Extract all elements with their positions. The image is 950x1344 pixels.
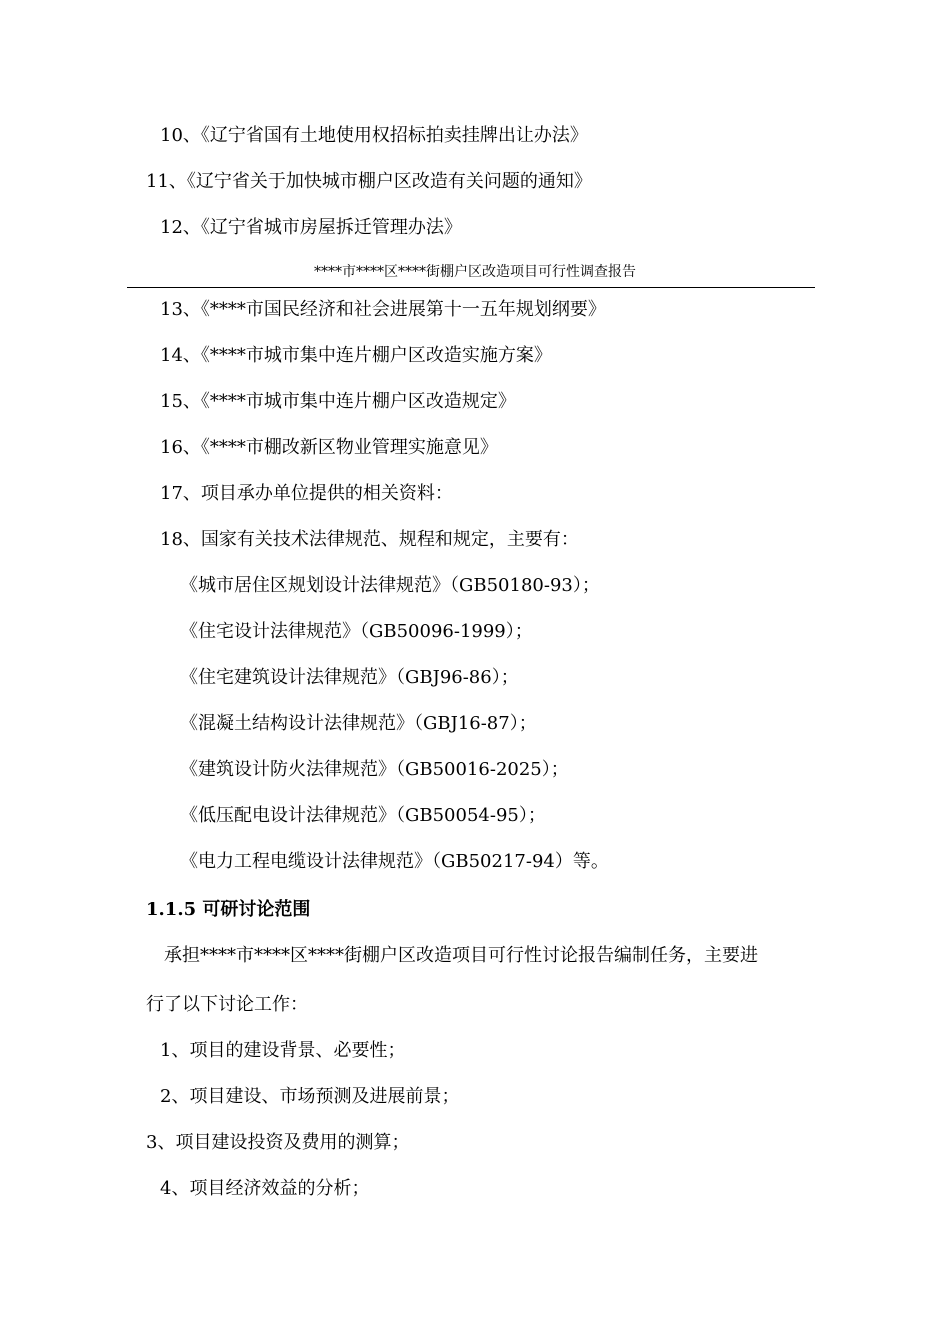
reference-item-10: 10、《辽宁省国有土地使用权招标拍卖挂牌出让办法》 xyxy=(160,125,588,146)
paragraph-line: 行了以下讨论工作： xyxy=(146,994,308,1015)
standard-item: 《低压配电设计法律规范》（GB50054-95）； xyxy=(180,805,546,826)
reference-item-17: 17、项目承办单位提供的相关资料： xyxy=(160,483,453,504)
standard-item: 《建筑设计防火法律规范》（GB50016-2025）； xyxy=(180,759,569,780)
standard-item: 《混凝土结构设计法律规范》（GBJ16-87）； xyxy=(180,713,537,734)
standard-item: 《住宅建筑设计法律规范》（GBJ96-86）； xyxy=(180,667,519,688)
section-heading: 1.1.5 可研讨论范围 xyxy=(146,899,311,920)
scope-item-2: 2、项目建设、市场预测及进展前景； xyxy=(160,1086,460,1107)
reference-item-13: 13、《****市国民经济和社会进展第十一五年规划纲要》 xyxy=(160,299,606,320)
reference-item-12: 12、《辽宁省城市房屋拆迁管理办法》 xyxy=(160,217,462,238)
standard-item: 《电力工程电缆设计法律规范》（GB50217-94）等。 xyxy=(180,851,609,872)
reference-item-18: 18、国家有关技术法律规范、规程和规定，主要有： xyxy=(160,529,579,550)
reference-item-11: 11、《辽宁省关于加快城市棚户区改造有关问题的通知》 xyxy=(146,171,592,192)
paragraph-line: 承担****市****区****街棚户区改造项目可行性讨论报告编制任务，主要进 xyxy=(164,945,758,966)
page-header-title: ****市****区****街棚户区改造项目可行性调查报告 xyxy=(314,264,636,280)
scope-item-3: 3、项目建设投资及费用的测算； xyxy=(146,1132,410,1153)
standard-item: 《城市居住区规划设计法律规范》（GB50180-93）； xyxy=(180,575,600,596)
header-divider xyxy=(127,287,815,288)
reference-item-15: 15、《****市城市集中连片棚户区改造规定》 xyxy=(160,391,516,412)
scope-item-1: 1、项目的建设背景、必要性； xyxy=(160,1040,406,1061)
scope-item-4: 4、项目经济效益的分析； xyxy=(160,1178,370,1199)
reference-item-16: 16、《****市棚改新区物业管理实施意见》 xyxy=(160,437,498,458)
standard-item: 《住宅设计法律规范》（GB50096-1999）； xyxy=(180,621,533,642)
reference-item-14: 14、《****市城市集中连片棚户区改造实施方案》 xyxy=(160,345,552,366)
